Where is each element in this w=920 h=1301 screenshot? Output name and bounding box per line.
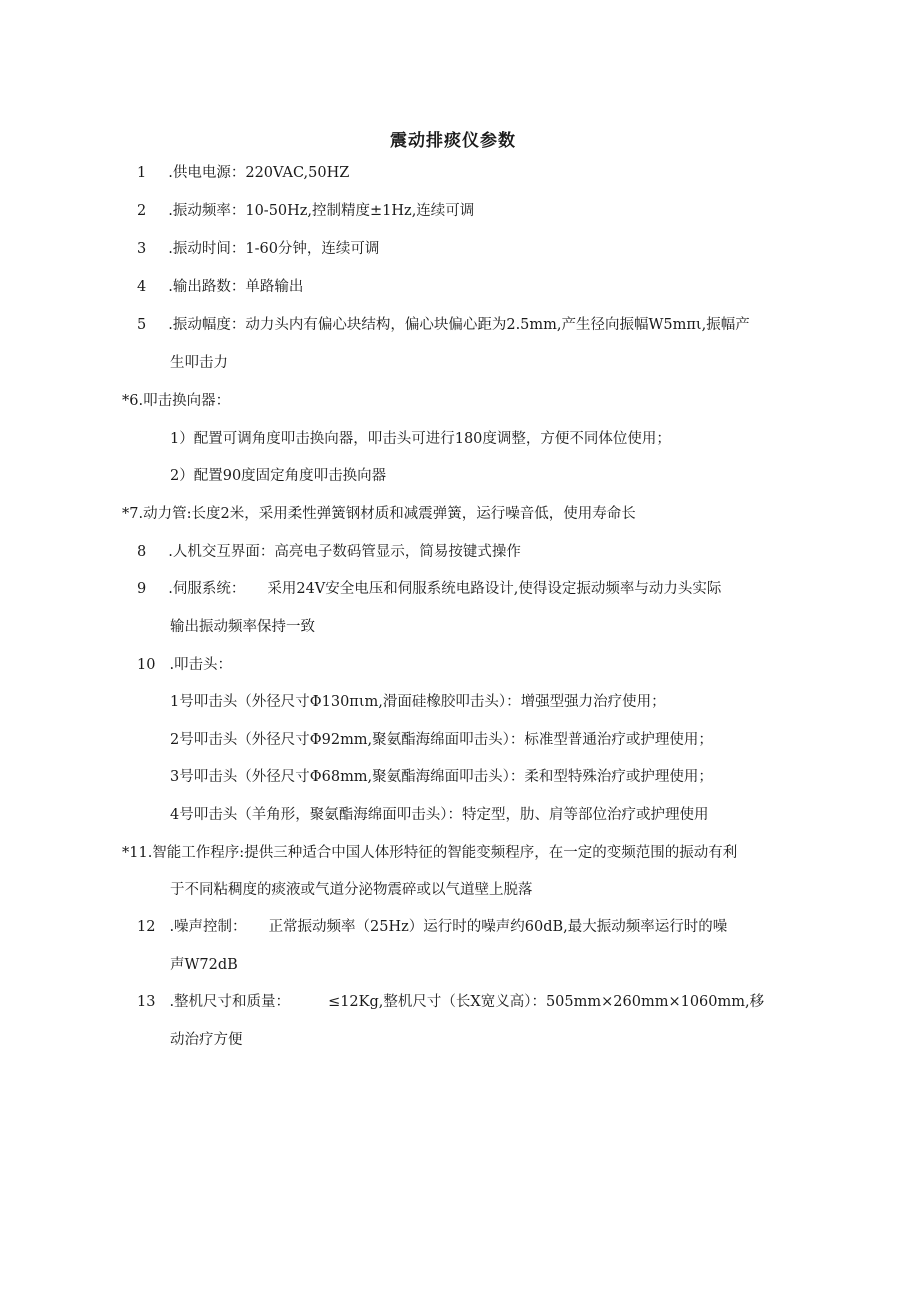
item-3 xyxy=(137,239,379,259)
item-number: 5 xyxy=(137,317,147,333)
item-1 xyxy=(137,163,349,183)
item-text: .振动时间：1-60分钟，连续可调 xyxy=(168,241,380,257)
item-5-continuation: 生叩击力 xyxy=(170,355,228,371)
item-text: .振动幅度：动力头内有偏心块结构，偏心块偏心距为2.5mm,产生径向振幅W5mπι,振幅产 xyxy=(168,317,750,333)
item-11-continuation: 于不同粘稠度的痰液或气道分泌物震碎或以气道壁上脱落 xyxy=(170,882,533,898)
item-9-continuation: 输出振动频率保持一致 xyxy=(170,619,315,635)
item-11: *11.智能工作程序:提供三种适合中国人体形特征的智能变频程序，在一定的变频范围的振动有利 xyxy=(122,845,738,861)
head-4: 4号叩击头（羊角形，聚氨酯海绵面叩击头）：特定型，肋、肩等部位治疗或护理使用 xyxy=(170,807,709,823)
item-label: .噪声控制： xyxy=(169,919,247,935)
item-number: 10 xyxy=(137,657,156,673)
item-6-sub-1: 1）配置可调角度叩击换向器，叩击头可进行180度调整，方便不同体位使用； xyxy=(170,431,671,447)
item-13-continuation: 动治疗方便 xyxy=(170,1032,243,1048)
item-13 xyxy=(137,992,764,1012)
item-text: .振动频率：10-50Hz,控制精度±1Hz,连续可调 xyxy=(168,203,475,219)
item-text: .供电电源：220VAC,50HZ xyxy=(168,165,350,181)
page-title: 震动排痰仪参数 xyxy=(390,131,516,151)
head-1: 1号叩击头（外径尺寸Φ130πιm,滑面硅橡胶叩击头）：增强型强力治疗使用； xyxy=(170,694,666,710)
item-5 xyxy=(137,315,750,335)
item-text: .人机交互界面：高亮电子数码管显示，简易按键式操作 xyxy=(168,544,521,560)
item-text: .输出路数：单路输出 xyxy=(168,279,304,295)
item-6: *6.叩击换向器： xyxy=(122,393,231,409)
item-2 xyxy=(137,201,474,221)
item-12-continuation: 声W72dB xyxy=(170,957,238,973)
item-text: ≤12Kg,整机尺寸（长X宽义高）：505mm×260mm×1060mm,移 xyxy=(328,994,765,1010)
item-6-sub-2: 2）配置90度固定角度叩击换向器 xyxy=(170,468,387,484)
head-3: 3号叩击头（外径尺寸Φ68mm,聚氨酯海绵面叩击头）：柔和型特殊治疗或护理使用； xyxy=(170,769,713,785)
item-number: 2 xyxy=(137,203,147,219)
item-text: 正常振动频率（25Hz）运行时的噪声约60dB,最大振动频率运行时的噪 xyxy=(268,919,728,935)
item-label: .伺服系统： xyxy=(168,581,246,597)
item-number: 4 xyxy=(137,279,147,295)
item-number: 12 xyxy=(137,919,156,935)
item-9 xyxy=(137,579,721,599)
item-number: 13 xyxy=(137,994,156,1010)
item-10 xyxy=(137,655,232,675)
item-label: .整机尺寸和质量： xyxy=(169,994,291,1010)
item-number: 1 xyxy=(137,165,147,181)
item-8 xyxy=(137,542,521,562)
item-number: 9 xyxy=(137,581,147,597)
item-4 xyxy=(137,277,303,297)
head-2: 2号叩击头（外径尺寸Φ92mm,聚氨酯海绵面叩击头）：标准型普通治疗或护理使用； xyxy=(170,732,713,748)
item-number: 8 xyxy=(137,544,147,560)
item-text: .叩击头： xyxy=(169,657,233,673)
item-12 xyxy=(137,917,727,937)
item-number: 3 xyxy=(137,241,147,257)
item-text: 采用24V安全电压和伺服系统电路设计,使得设定振动频率与动力头实际 xyxy=(267,581,722,597)
item-7: *7.动力管:长度2米，采用柔性弹簧钢材质和减震弹簧，运行噪音低，使用寿命长 xyxy=(122,506,636,522)
